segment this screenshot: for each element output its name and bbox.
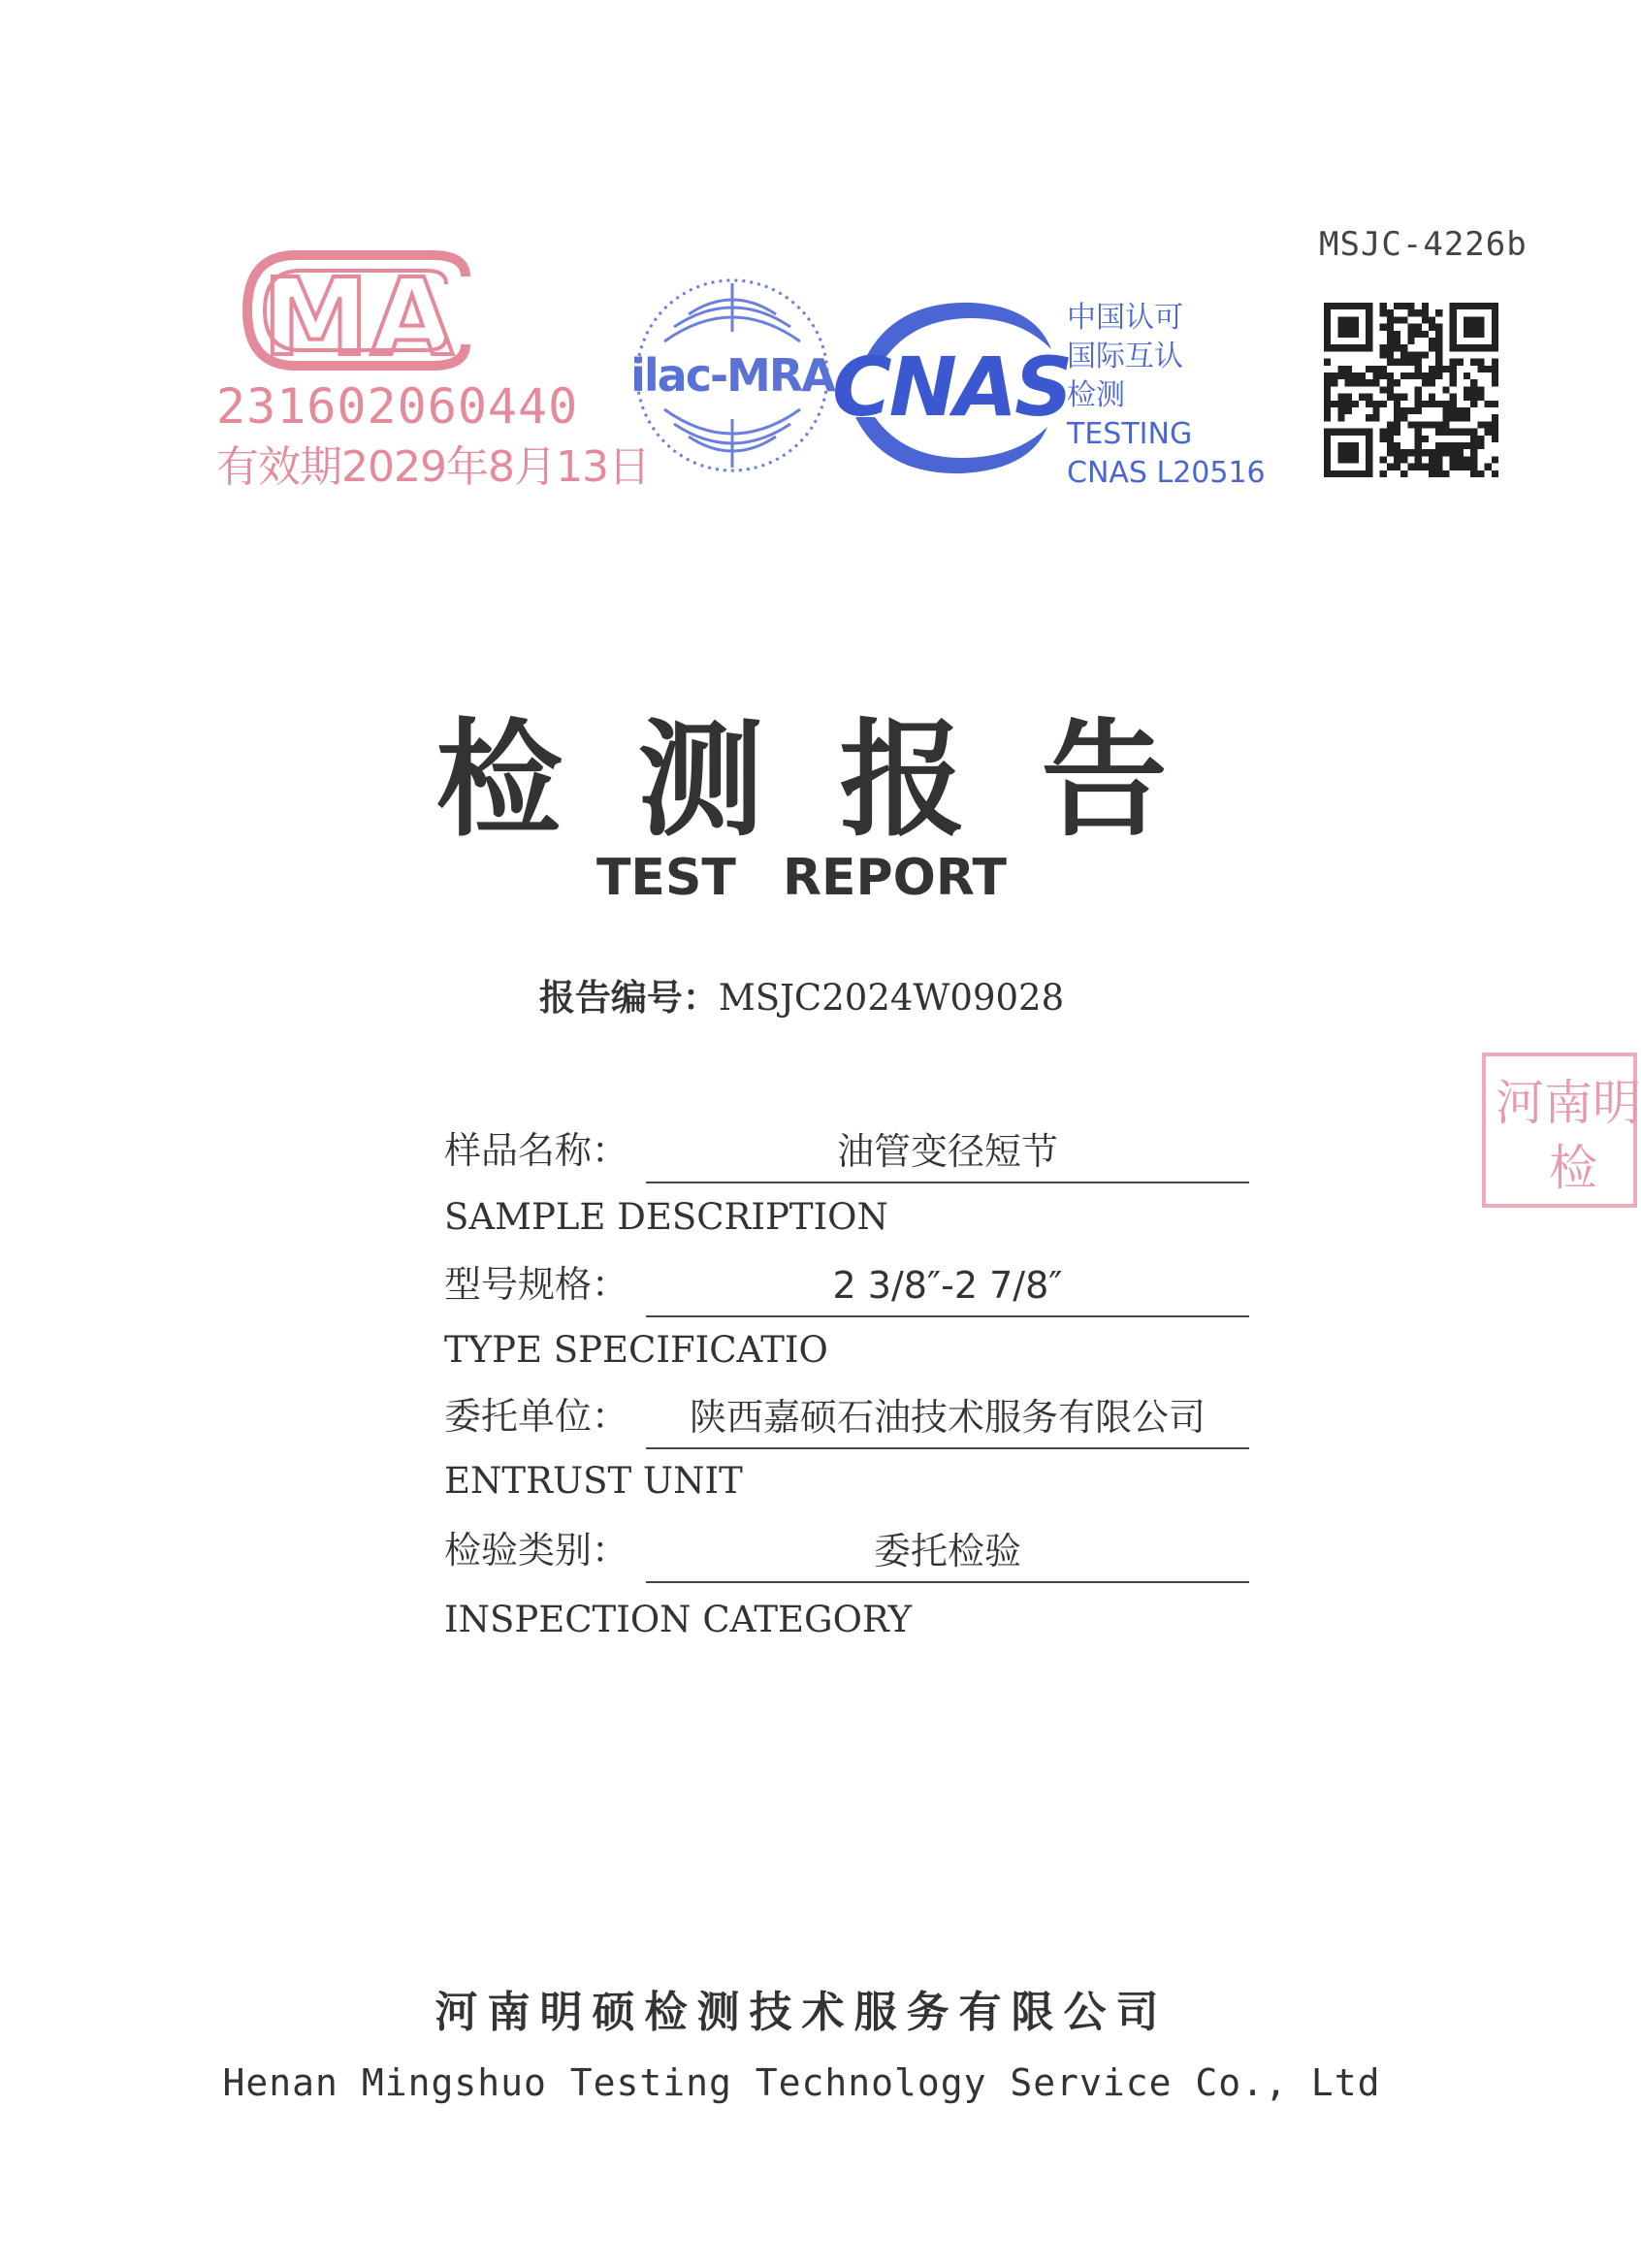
field-label-zh: 检验类别：	[444, 1529, 629, 1571]
field-value: 2 3/8″-2 7/8″	[646, 1261, 1249, 1317]
side-stamp-line-1: 河南明	[1496, 1075, 1641, 1131]
field-value: 油管变径短节	[646, 1127, 1249, 1183]
cma-number: 231602060440	[216, 378, 579, 435]
ilac-label: ilac-MRA	[630, 349, 834, 402]
report-number-value: MSJC2024W09028	[718, 977, 1065, 1019]
qr-code	[1324, 303, 1498, 477]
report-title-zh: 检测报告	[435, 705, 1243, 854]
cnas-side-text	[1067, 299, 1266, 493]
field-label-en-entrust: ENTRUST UNIT	[444, 1460, 743, 1502]
field-value: 委托检验	[646, 1527, 1249, 1583]
cma-validity: 有效期2029年8月13日	[216, 442, 650, 492]
field-label-en-type: TYPE SPECIFICATIO	[444, 1329, 828, 1371]
cnas-label: CNAS	[832, 340, 1071, 435]
field-type-specification	[444, 1259, 1249, 1317]
side-seal-stamp	[1482, 1053, 1641, 1208]
report-number	[0, 968, 1603, 1021]
cnas-logo	[832, 291, 1071, 485]
cnas-line-4: TESTING	[1067, 417, 1193, 451]
field-label-en-sample: SAMPLE DESCRIPTION	[444, 1196, 888, 1238]
side-stamp-line-2: 检	[1549, 1140, 1597, 1196]
cma-seal	[209, 247, 650, 492]
ilac-mra-logo	[630, 274, 834, 477]
field-label-zh: 样品名称：	[444, 1129, 629, 1172]
cma-letters: MA	[262, 255, 456, 379]
cnas-line-3: 检测	[1067, 378, 1125, 412]
form-code: MSJC-4226b	[1319, 225, 1528, 264]
report-title-en: TEST REPORT	[595, 849, 1008, 907]
report-number-label: 报告编号：	[538, 977, 719, 1019]
cnas-line-5: CNAS L20516	[1067, 456, 1266, 490]
field-label-zh: 型号规格：	[444, 1263, 629, 1306]
field-label-en-inspection: INSPECTION CATEGORY	[444, 1599, 913, 1640]
field-entrust-unit	[444, 1391, 1249, 1449]
field-value: 陕西嘉硕石油技术服务有限公司	[646, 1393, 1249, 1449]
company-name-zh: 河南明硕检测技术服务有限公司	[434, 1988, 1169, 2037]
cnas-line-1: 中国认可	[1067, 301, 1183, 335]
company-name-en: Henan Mingshuo Testing Technology Service Co., Ltd	[222, 2061, 1381, 2104]
cnas-line-2: 国际互认	[1067, 340, 1183, 373]
qr-code-icon	[1324, 303, 1498, 477]
field-sample-description	[444, 1125, 1249, 1183]
field-inspection-category	[444, 1525, 1249, 1583]
field-label-zh: 委托单位：	[444, 1395, 629, 1438]
